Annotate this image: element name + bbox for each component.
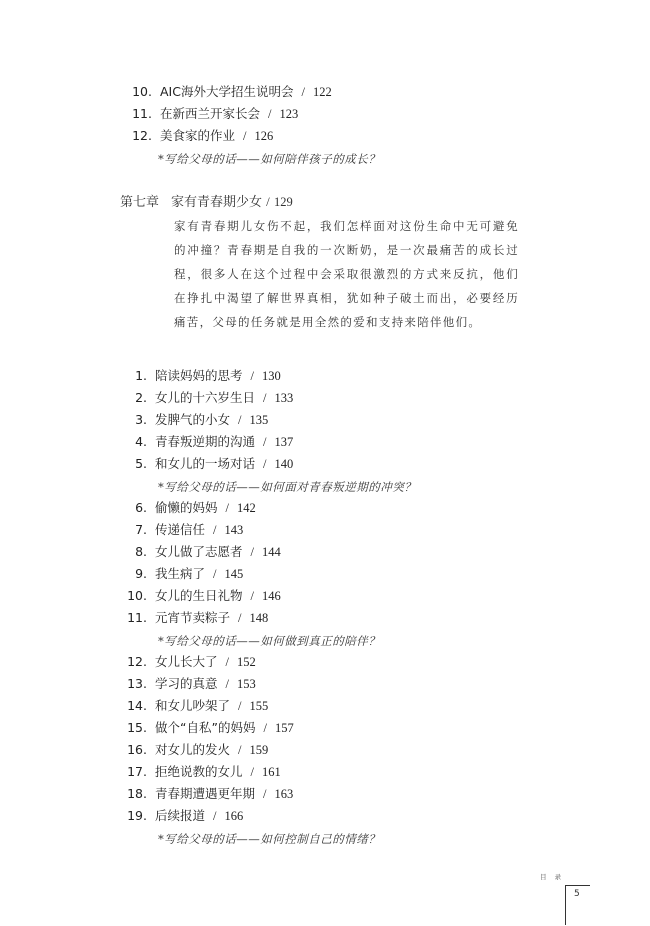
toc-entry-page: 148 <box>249 611 269 625</box>
toc-entry-title: 拒绝说教的女儿 <box>155 764 243 779</box>
separator: / <box>213 567 217 581</box>
toc-entry <box>119 808 243 824</box>
toc-entry <box>119 566 243 582</box>
toc-entry <box>119 500 256 516</box>
toc-entry-page: 157 <box>274 721 294 735</box>
toc-entry-number: 7. <box>135 522 147 537</box>
chapter-heading <box>120 191 293 210</box>
toc-entry <box>119 610 268 626</box>
toc-entry-title: 女儿的十六岁生日 <box>155 390 256 405</box>
toc-entry-title: 后续报道 <box>155 808 206 823</box>
separator: / <box>238 743 242 757</box>
toc-entry-title: 青春期遭遇更年期 <box>155 786 256 801</box>
parent-note-2: *写给父母的话——如何面对青春叛逆期的冲突？ <box>158 480 417 494</box>
toc-entry <box>124 106 298 122</box>
toc-entry-title: 女儿长大了 <box>155 654 218 669</box>
toc-entry-number: 4. <box>135 434 147 449</box>
footer-page-number: 5 <box>574 889 580 899</box>
toc-entry-number: 3. <box>135 412 147 427</box>
chapter-title: 家有青春期少女 <box>171 195 263 210</box>
parent-note-4: *写给父母的话——如何控制自己的情绪？ <box>158 832 381 846</box>
toc-entry-number: 16. <box>127 742 147 757</box>
toc-entry-title: 对女儿的发火 <box>155 742 231 757</box>
separator: / <box>263 457 267 471</box>
toc-entry-title: 元宵节卖粽子 <box>155 610 231 625</box>
separator: / <box>263 435 267 449</box>
toc-entry-title: 发脾气的小女 <box>155 412 231 427</box>
toc-entry <box>119 412 268 428</box>
toc-entry-number: 1. <box>135 368 147 383</box>
separator: / <box>301 85 305 99</box>
toc-entry <box>119 698 268 714</box>
footer-vertical-rule <box>565 885 566 925</box>
toc-entry-number: 18. <box>127 786 147 801</box>
toc-entry-page: 135 <box>249 413 269 427</box>
toc-entry-title: 和女儿吵架了 <box>155 698 231 713</box>
toc-entry <box>119 456 293 472</box>
toc-entry-page: 137 <box>274 435 294 449</box>
toc-entry-number: 15. <box>127 720 147 735</box>
toc-entry <box>119 742 268 758</box>
toc-entry-title: 学习的真意 <box>155 676 218 691</box>
toc-entry-title: 青春叛逆期的沟通 <box>155 434 256 449</box>
toc-entry-page: 144 <box>262 545 281 559</box>
toc-entry <box>119 764 281 780</box>
separator: / <box>243 129 247 143</box>
toc-entry-page: 122 <box>312 85 332 99</box>
toc-entry-number: 10. <box>132 84 152 99</box>
separator: / <box>213 523 217 537</box>
toc-entry-page: 133 <box>274 391 294 405</box>
toc-entry-number: 5. <box>135 456 147 471</box>
separator: / <box>238 611 242 625</box>
toc-entry <box>119 720 294 736</box>
toc-entry <box>124 128 273 144</box>
toc-entry <box>119 522 243 538</box>
chapter-intro: 家有青春期儿女伤不起，我们怎样面对这份生命中无可避免的冲撞？青春期是自我的一次断奶，是一次最痛苦的成长过程，很多人在这个过程中会采取很激烈的方式来反抗，他们在挣扎中渴望了解世界真相，犹如种子破土而出，必要经历痛苦，父母的任务就是用全然的爱和支持来陪伴他们。 <box>174 219 519 329</box>
separator: / <box>225 677 229 691</box>
toc-entry-page: 140 <box>274 457 294 471</box>
toc-entry <box>119 434 293 450</box>
parent-note-3: *写给父母的话——如何做到真正的陪伴？ <box>158 634 381 648</box>
toc-entry-number: 11. <box>127 610 147 625</box>
toc-entry <box>119 654 256 670</box>
toc-entry <box>124 84 332 100</box>
toc-entry-number: 6. <box>135 500 147 515</box>
toc-entry <box>119 588 281 604</box>
toc-entry <box>119 544 281 560</box>
separator: / <box>250 545 254 559</box>
separator: / <box>263 787 267 801</box>
toc-entry-page: 142 <box>237 501 256 515</box>
separator: / <box>225 501 229 515</box>
chapter-page: 129 <box>273 195 293 209</box>
separator: / <box>268 107 272 121</box>
separator: / <box>250 369 254 383</box>
separator: / <box>213 809 217 823</box>
toc-entry-page: 152 <box>237 655 256 669</box>
toc-entry-title: 女儿做了志愿者 <box>155 544 243 559</box>
toc-entry-title: 做个“自私”的妈妈 <box>155 720 256 735</box>
toc-entry-title: AIC海外大学招生说明会 <box>160 84 294 99</box>
separator: / <box>225 655 229 669</box>
parent-note-1: *写给父母的话——如何陪伴孩子的成长？ <box>158 152 381 166</box>
toc-entry <box>119 368 281 384</box>
toc-entry-page: 143 <box>224 523 244 537</box>
footer-label: 目 录 <box>540 873 565 881</box>
toc-entry-title: 美食家的作业 <box>160 128 236 143</box>
toc-entry-page: 146 <box>262 589 281 603</box>
toc-entry-title: 和女儿的一场对话 <box>155 456 256 471</box>
toc-entry-number: 19. <box>127 808 147 823</box>
toc-entry-number: 11. <box>132 106 152 121</box>
toc-entry-number: 10. <box>127 588 147 603</box>
toc-entry-title: 在新西兰开家长会 <box>160 106 261 121</box>
toc-entry-title: 我生病了 <box>155 566 206 581</box>
toc-entry-page: 126 <box>254 129 274 143</box>
toc-entry-number: 2. <box>135 390 147 405</box>
separator: / <box>250 765 254 779</box>
toc-entry-page: 161 <box>262 765 281 779</box>
toc-entry-page: 159 <box>249 743 269 757</box>
toc-entry <box>119 786 293 802</box>
chapter-label: 第七章 <box>120 195 160 210</box>
toc-entry-page: 163 <box>274 787 294 801</box>
toc-entry-page: 153 <box>237 677 256 691</box>
toc-entry-number: 14. <box>127 698 147 713</box>
toc-entry-number: 13. <box>127 676 147 691</box>
separator: / <box>238 699 242 713</box>
toc-entry-number: 12. <box>127 654 147 669</box>
toc-entry-number: 8. <box>135 544 147 559</box>
toc-entry <box>119 390 293 406</box>
toc-entry-page: 166 <box>224 809 244 823</box>
footer-rule <box>565 885 590 886</box>
separator: / <box>238 413 242 427</box>
toc-entry-title: 传递信任 <box>155 522 206 537</box>
separator: / <box>263 721 267 735</box>
separator: / <box>250 589 254 603</box>
toc-entry-number: 17. <box>127 764 147 779</box>
toc-entry-title: 女儿的生日礼物 <box>155 588 243 603</box>
toc-entry-title: 偷懒的妈妈 <box>155 500 218 515</box>
toc-entry-number: 9. <box>135 566 147 581</box>
toc-entry-page: 155 <box>249 699 269 713</box>
separator: / <box>266 194 270 209</box>
toc-entry <box>119 676 256 692</box>
toc-entry-number: 12. <box>132 128 152 143</box>
toc-entry-page: 145 <box>224 567 244 581</box>
separator: / <box>263 391 267 405</box>
toc-entry-title: 陪读妈妈的思考 <box>155 368 243 383</box>
toc-entry-page: 130 <box>262 369 281 383</box>
toc-entry-page: 123 <box>279 107 299 121</box>
